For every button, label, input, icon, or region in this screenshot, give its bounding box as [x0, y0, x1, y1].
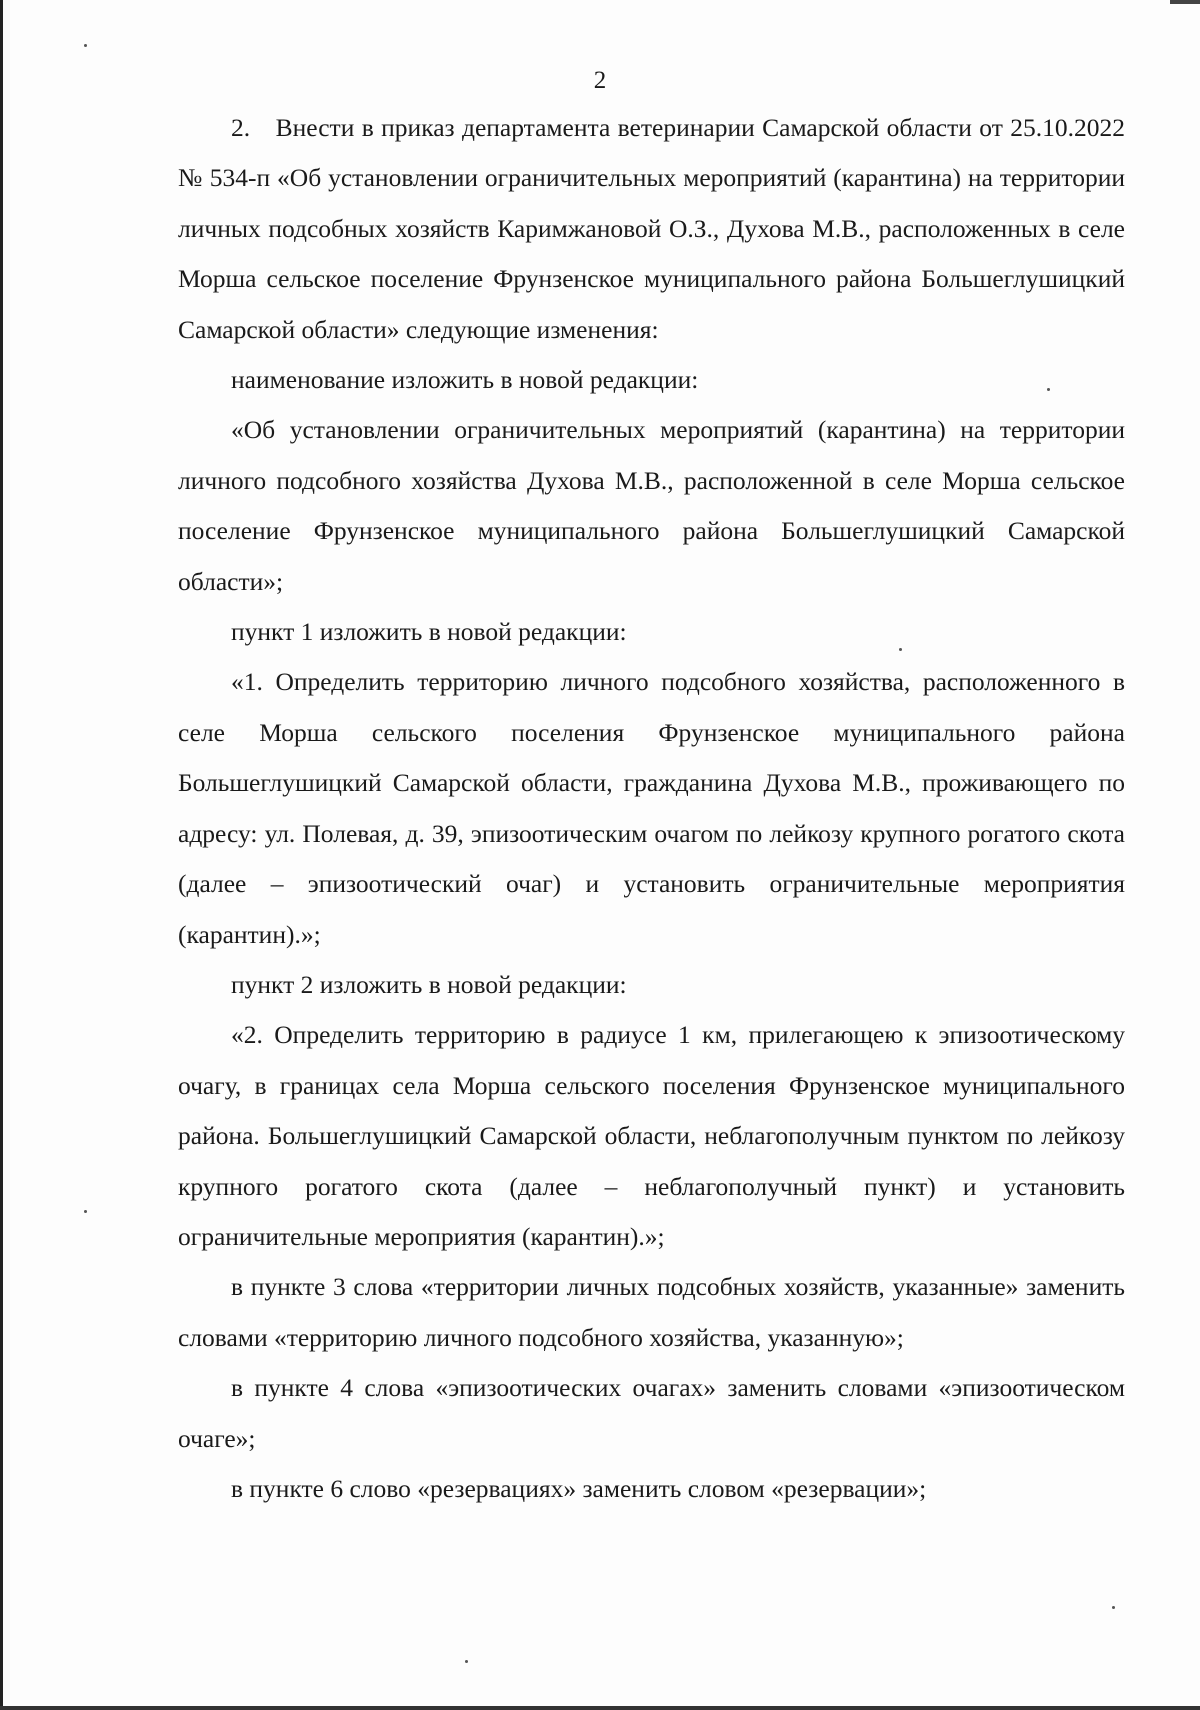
scan-edge-mark — [1170, 0, 1200, 4]
document-body — [178, 103, 1125, 1514]
scan-speck — [84, 44, 87, 47]
paragraph-item6-change: в пункте 6 слово «резервациях» заменить словом «резервации»; — [231, 1473, 927, 1503]
paragraph-new-title: «Об установлении ограничительных мероприятий (карантина) на территории личного подсобного хозяйства Духова М.В., расположенной в селе Морша сельское поселение Фрунзенское муниципального района Большеглушицкий Самарской области»; — [178, 415, 1125, 596]
paragraph-item2-instruction: пункт 2 изложить в новой редакции: — [231, 969, 627, 999]
paragraph-item2-text: «2. Определить территорию в радиусе 1 км, прилегающею к эпизоотическому очагу, в границах села Морша сельского поселения Фрунзенское муниципального района. Большеглушицкий Самарской области, неблагополучным пунктом по лейкозу крупного рогатого скота (далее – неблагополучный пункт) и установить ограничительные мероприятия (карантин).»; — [178, 1020, 1125, 1251]
paragraph-amendment-intro: 2. Внести в приказ департамента ветеринарии Самарской области от 25.10.2022 № 534-п «Об установлении ограничительных мероприятий (карантина) на территории личных подсобных хозяйств Каримжановой О.З., Духова М.В., расположенных в селе Морша сельское поселение Фрунзенское муниципального района Большеглушицкий Самарской области» следующие изменения: — [178, 113, 1125, 344]
paragraph-item1-instruction: пункт 1 изложить в новой редакции: — [231, 617, 627, 647]
paragraph-item1-text: «1. Определить территорию личного подсобного хозяйства, расположенного в селе Морша сельского поселения Фрунзенское муниципального района Большеглушицкий Самарской области, гражданина Духова М.В., проживающего по адресу: ул. Полевая, д. 39, эпизоотическим очагом по лейкозу крупного рогатого скота (далее – эпизоотический очаг) и установить ограничительные мероприятия (карантин).»; — [178, 667, 1125, 949]
paragraph-item3-change: в пункте 3 слова «территории личных подсобных хозяйств, указанные» заменить словами «территорию личного подсобного хозяйства, указанную»; — [178, 1272, 1125, 1352]
scan-edge-left — [0, 0, 3, 1710]
scan-speck — [1112, 1606, 1115, 1609]
scan-speck — [465, 1660, 468, 1663]
paragraph-item4-change: в пункте 4 слова «эпизоотических очагах» заменить словами «эпизоотическом очаге»; — [178, 1373, 1125, 1453]
scan-edge-bottom — [0, 1706, 1200, 1710]
scan-speck — [84, 1210, 87, 1213]
paragraph-title-instruction: наименование изложить в новой редакции: — [231, 365, 699, 395]
page-number: 2 — [593, 67, 607, 94]
